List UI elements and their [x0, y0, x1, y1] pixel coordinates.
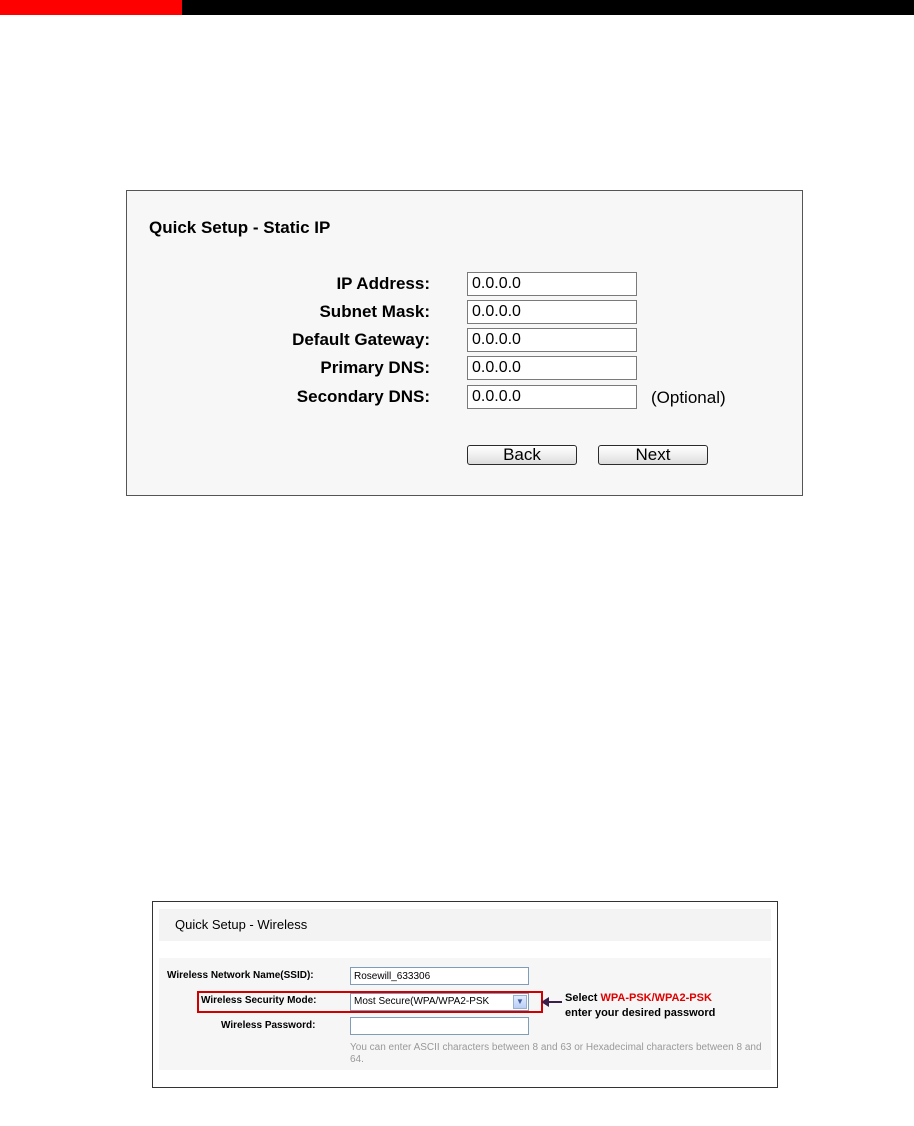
annotation-line-2: enter your desired password: [565, 1007, 716, 1019]
next-button[interactable]: Next: [598, 445, 708, 465]
back-button[interactable]: Back: [467, 445, 577, 465]
ssid-input[interactable]: [350, 967, 529, 985]
header-accent: [0, 0, 182, 15]
default-gateway-input[interactable]: [467, 328, 637, 352]
wireless-title: Quick Setup - Wireless: [175, 917, 308, 932]
ip-address-input[interactable]: [467, 272, 637, 296]
arrow-left-icon: [541, 996, 563, 1008]
subnet-mask-label: Subnet Mask:: [319, 302, 430, 321]
annotation-highlight: WPA-PSK/WPA2-PSK: [600, 992, 712, 1004]
annotation-line-1: [565, 991, 715, 1006]
password-label: Wireless Password:: [221, 1020, 316, 1031]
security-mode-value: Most Secure(WPA/WPA2-PSK: [354, 996, 490, 1007]
annotation-prefix: Select: [565, 992, 601, 1004]
primary-dns-label: Primary DNS:: [320, 358, 430, 377]
subnet-mask-input[interactable]: [467, 300, 637, 324]
password-hint: You can enter ASCII characters between 8 and 63 or Hexadecimal characters between 8 and 64.: [350, 1042, 762, 1065]
wireless-panel: [152, 901, 778, 1088]
secondary-dns-label: Secondary DNS:: [296, 387, 430, 406]
security-mode-select[interactable]: [350, 993, 529, 1011]
static-ip-panel: [126, 190, 803, 496]
default-gateway-label: Default Gateway:: [292, 330, 430, 349]
security-mode-label: Wireless Security Mode:: [201, 995, 317, 1006]
header-bar: [0, 0, 914, 15]
chevron-down-icon[interactable]: ▼: [513, 995, 527, 1009]
annotation-callout: [565, 991, 715, 1021]
static-ip-title: Quick Setup - Static IP: [149, 218, 331, 237]
optional-note: (Optional): [651, 388, 726, 407]
primary-dns-input[interactable]: [467, 356, 637, 380]
secondary-dns-input[interactable]: [467, 385, 637, 409]
ssid-label: Wireless Network Name(SSID):: [167, 970, 314, 981]
password-input[interactable]: [350, 1017, 529, 1035]
ip-address-label: IP Address:: [336, 274, 430, 293]
